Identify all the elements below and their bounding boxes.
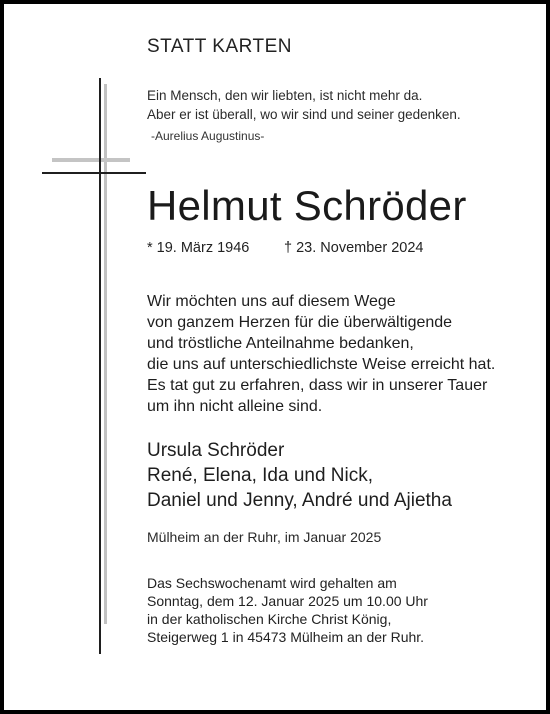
message-line: von ganzem Herzen für die überwältigende	[147, 314, 453, 331]
service-line: Sonntag, dem 12. Januar 2025 um 10.00 Uhr	[147, 593, 428, 609]
message-line: und tröstliche Anteilnahme bedanken,	[147, 335, 414, 352]
message-line: die uns auf unterschiedlichste Weise erreicht hat.	[147, 356, 496, 373]
obituary-card	[4, 4, 546, 710]
mourner-line: Ursula Schröder	[147, 440, 285, 461]
service-line: Das Sechswochenamt wird gehalten am	[147, 575, 397, 591]
quote-line: Aber er ist überall, wo wir sind und seiner gedenken.	[147, 107, 461, 122]
mourner-line: René, Elena, Ida und Nick,	[147, 465, 374, 486]
mourner-line: Daniel und Jenny, André und Ajietha	[147, 490, 452, 511]
birth-date: * 19. März 1946	[147, 240, 250, 256]
cross-shadow-vertical	[104, 84, 107, 624]
message-line: Wir möchten uns auf diesem Wege	[147, 293, 396, 310]
quote-author: -Aurelius Augustinus-	[151, 129, 265, 143]
quote-line: Ein Mensch, den wir liebten, ist nicht mehr da.	[147, 88, 423, 103]
header-title: STATT KARTEN	[147, 36, 293, 57]
message-line: um ihn nicht alleine sind.	[147, 398, 323, 415]
cross-horizontal-beam	[42, 172, 146, 174]
service-line: in der katholischen Kirche Christ König,	[147, 611, 392, 627]
cross-vertical-beam	[99, 78, 101, 654]
place-date: Mülheim an der Ruhr, im Januar 2025	[147, 529, 382, 545]
cross-shadow-bar	[52, 158, 130, 162]
service-line: Steigerweg 1 in 45473 Mülheim an der Ruhr.	[147, 629, 425, 645]
death-date: † 23. November 2024	[284, 240, 424, 256]
deceased-name: Helmut Schröder	[147, 182, 467, 229]
message-line: Es tat gut zu erfahren, dass wir in unserer Tauer	[147, 377, 488, 394]
